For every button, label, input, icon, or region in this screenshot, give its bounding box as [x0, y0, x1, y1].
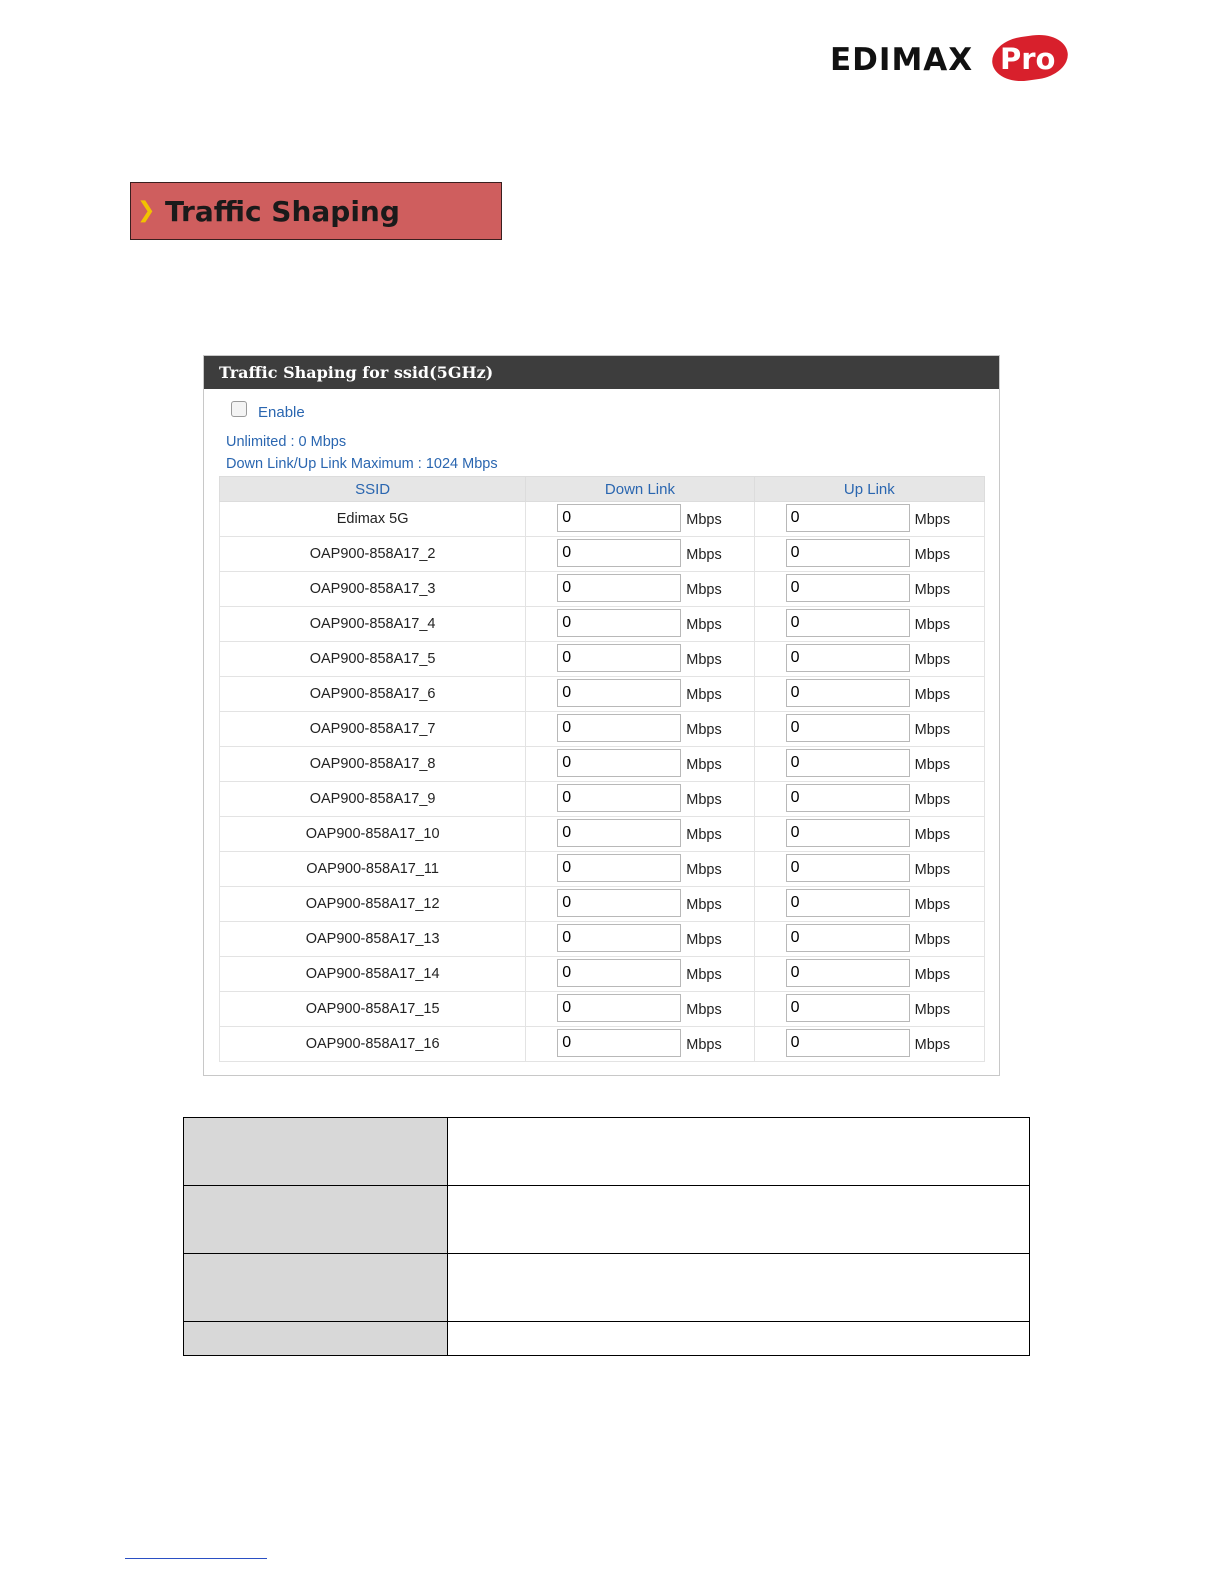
down-link-input[interactable]: [557, 854, 681, 882]
unit-label: Mbps: [914, 1037, 951, 1053]
unit-label: Mbps: [686, 932, 722, 948]
unit-label: Mbps: [686, 757, 722, 773]
down-link-cell: [526, 957, 754, 992]
ssid-name: OAP900-858A17_7: [220, 712, 526, 747]
traffic-shaping-panel: [203, 355, 1000, 1076]
enable-label[interactable]: Enable: [258, 404, 305, 421]
table-row: [220, 572, 985, 607]
up-link-cell: [754, 922, 984, 957]
down-link-cell: [526, 747, 754, 782]
ssid-name: OAP900-858A17_13: [220, 922, 526, 957]
ssid-rate-table: [219, 476, 985, 1062]
down-link-cell: [526, 642, 754, 677]
unit-label: Mbps: [914, 932, 951, 948]
up-link-input[interactable]: [786, 714, 910, 742]
down-link-cell: [526, 852, 754, 887]
down-link-input[interactable]: [557, 749, 681, 777]
down-link-input[interactable]: [557, 679, 681, 707]
unit-label: Mbps: [686, 687, 722, 703]
unit-label: Mbps: [914, 687, 951, 703]
up-link-cell: [754, 1027, 984, 1062]
up-link-cell: [754, 607, 984, 642]
up-link-input[interactable]: [786, 644, 910, 672]
ssid-name: OAP900-858A17_3: [220, 572, 526, 607]
up-link-input[interactable]: [786, 994, 910, 1022]
logo-brand-text: EDIMAX: [830, 42, 974, 78]
up-link-input[interactable]: [786, 924, 910, 952]
unit-label: Mbps: [914, 967, 951, 983]
table-row: [184, 1118, 1030, 1186]
ssid-name: OAP900-858A17_9: [220, 782, 526, 817]
unit-label: Mbps: [914, 722, 951, 738]
down-link-input[interactable]: [557, 644, 681, 672]
desc-value-cell: [448, 1254, 1030, 1322]
table-row: [184, 1254, 1030, 1322]
unit-label: Mbps: [686, 862, 722, 878]
unit-label: Mbps: [686, 722, 722, 738]
table-row: [220, 1027, 985, 1062]
unit-label: Mbps: [914, 617, 951, 633]
down-link-cell: [526, 677, 754, 712]
table-row: [184, 1322, 1030, 1356]
up-link-cell: [754, 712, 984, 747]
down-link-cell: [526, 782, 754, 817]
table-row: [184, 1186, 1030, 1254]
down-link-input[interactable]: [557, 1029, 681, 1057]
unit-label: Mbps: [914, 827, 951, 843]
desc-value-cell: [448, 1322, 1030, 1356]
down-link-input[interactable]: [557, 574, 681, 602]
up-link-cell: [754, 642, 984, 677]
ssid-name: OAP900-858A17_16: [220, 1027, 526, 1062]
up-link-input[interactable]: [786, 889, 910, 917]
ssid-name: Edimax 5G: [220, 502, 526, 537]
down-link-input[interactable]: [557, 819, 681, 847]
down-link-input[interactable]: [557, 504, 681, 532]
down-link-input[interactable]: [557, 784, 681, 812]
unit-label: Mbps: [686, 1037, 722, 1053]
up-link-input[interactable]: [786, 574, 910, 602]
edimax-pro-logo: [830, 34, 1070, 84]
up-link-input[interactable]: [786, 609, 910, 637]
table-row: [220, 852, 985, 887]
down-link-cell: [526, 572, 754, 607]
ssid-name: OAP900-858A17_2: [220, 537, 526, 572]
up-link-input[interactable]: [786, 679, 910, 707]
down-link-input[interactable]: [557, 714, 681, 742]
unit-label: Mbps: [686, 897, 722, 913]
up-link-cell: [754, 887, 984, 922]
up-link-input[interactable]: [786, 539, 910, 567]
unit-label: Mbps: [914, 792, 951, 808]
unit-label: Mbps: [914, 757, 951, 773]
table-row: [220, 537, 985, 572]
up-link-cell: [754, 852, 984, 887]
section-banner: [130, 182, 502, 240]
table-row: [220, 922, 985, 957]
unit-label: Mbps: [914, 1002, 951, 1018]
ssid-name: OAP900-858A17_12: [220, 887, 526, 922]
desc-label-cell: [184, 1118, 448, 1186]
table-row: [220, 677, 985, 712]
ssid-name: OAP900-858A17_8: [220, 747, 526, 782]
down-link-cell: [526, 922, 754, 957]
unit-label: Mbps: [686, 827, 722, 843]
unit-label: Mbps: [914, 652, 951, 668]
up-link-input[interactable]: [786, 854, 910, 882]
up-link-cell: [754, 572, 984, 607]
down-link-input[interactable]: [557, 889, 681, 917]
unit-label: Mbps: [686, 792, 722, 808]
column-header-up-link: Up Link: [754, 477, 984, 502]
desc-label-cell: [184, 1322, 448, 1356]
up-link-input[interactable]: [786, 784, 910, 812]
table-row: [220, 817, 985, 852]
footer-rule: [125, 1558, 267, 1559]
ssid-name: OAP900-858A17_4: [220, 607, 526, 642]
down-link-cell: [526, 607, 754, 642]
unit-label: Mbps: [686, 617, 722, 633]
table-row: [220, 712, 985, 747]
column-header-ssid: SSID: [220, 477, 526, 502]
unit-label: Mbps: [686, 512, 722, 528]
up-link-cell: [754, 747, 984, 782]
column-header-down-link: Down Link: [526, 477, 754, 502]
down-link-cell: [526, 817, 754, 852]
down-link-cell: [526, 992, 754, 1027]
table-row: [220, 887, 985, 922]
ssid-name: OAP900-858A17_15: [220, 992, 526, 1027]
up-link-input[interactable]: [786, 819, 910, 847]
ssid-name: OAP900-858A17_11: [220, 852, 526, 887]
unit-label: Mbps: [686, 652, 722, 668]
unit-label: Mbps: [914, 582, 951, 598]
ssid-name: OAP900-858A17_6: [220, 677, 526, 712]
table-row: [220, 502, 985, 537]
table-row: [220, 747, 985, 782]
ssid-name: OAP900-858A17_10: [220, 817, 526, 852]
table-row: [220, 782, 985, 817]
unit-label: Mbps: [914, 547, 951, 563]
panel-title: Traffic Shaping for ssid(5GHz): [204, 356, 999, 389]
desc-label-cell: [184, 1186, 448, 1254]
logo-pro-text: Pro: [1000, 42, 1056, 76]
unit-label: Mbps: [686, 547, 722, 563]
up-link-cell: [754, 782, 984, 817]
section-title: Traffic Shaping: [165, 195, 400, 228]
table-row: [220, 992, 985, 1027]
up-link-input[interactable]: [786, 504, 910, 532]
up-link-cell: [754, 992, 984, 1027]
table-row: [220, 957, 985, 992]
unit-label: Mbps: [914, 897, 951, 913]
description-table: [183, 1117, 1030, 1356]
unit-label: Mbps: [686, 1002, 722, 1018]
down-link-input[interactable]: [557, 539, 681, 567]
desc-label-cell: [184, 1254, 448, 1322]
down-link-cell: [526, 537, 754, 572]
up-link-cell: [754, 817, 984, 852]
down-link-input[interactable]: [557, 959, 681, 987]
up-link-input[interactable]: [786, 749, 910, 777]
unit-label: Mbps: [686, 967, 722, 983]
down-link-cell: [526, 712, 754, 747]
up-link-cell: [754, 677, 984, 712]
table-row: [220, 607, 985, 642]
down-link-input[interactable]: [557, 994, 681, 1022]
table-header-row: [220, 477, 985, 502]
desc-value-cell: [448, 1118, 1030, 1186]
up-link-cell: [754, 502, 984, 537]
unit-label: Mbps: [686, 582, 722, 598]
down-link-input[interactable]: [557, 609, 681, 637]
up-link-cell: [754, 957, 984, 992]
chevron-right-icon: ❯: [137, 198, 156, 223]
unit-label: Mbps: [914, 862, 951, 878]
enable-checkbox[interactable]: [231, 401, 247, 417]
down-link-input[interactable]: [557, 924, 681, 952]
desc-value-cell: [448, 1186, 1030, 1254]
maximum-note: Down Link/Up Link Maximum : 1024 Mbps: [226, 456, 498, 472]
ssid-name: OAP900-858A17_5: [220, 642, 526, 677]
unlimited-note: Unlimited : 0 Mbps: [226, 434, 347, 450]
ssid-name: OAP900-858A17_14: [220, 957, 526, 992]
table-row: [220, 642, 985, 677]
table-body: [220, 502, 985, 1062]
up-link-cell: [754, 537, 984, 572]
up-link-input[interactable]: [786, 1029, 910, 1057]
up-link-input[interactable]: [786, 959, 910, 987]
down-link-cell: [526, 1027, 754, 1062]
down-link-cell: [526, 887, 754, 922]
unit-label: Mbps: [914, 512, 951, 528]
down-link-cell: [526, 502, 754, 537]
